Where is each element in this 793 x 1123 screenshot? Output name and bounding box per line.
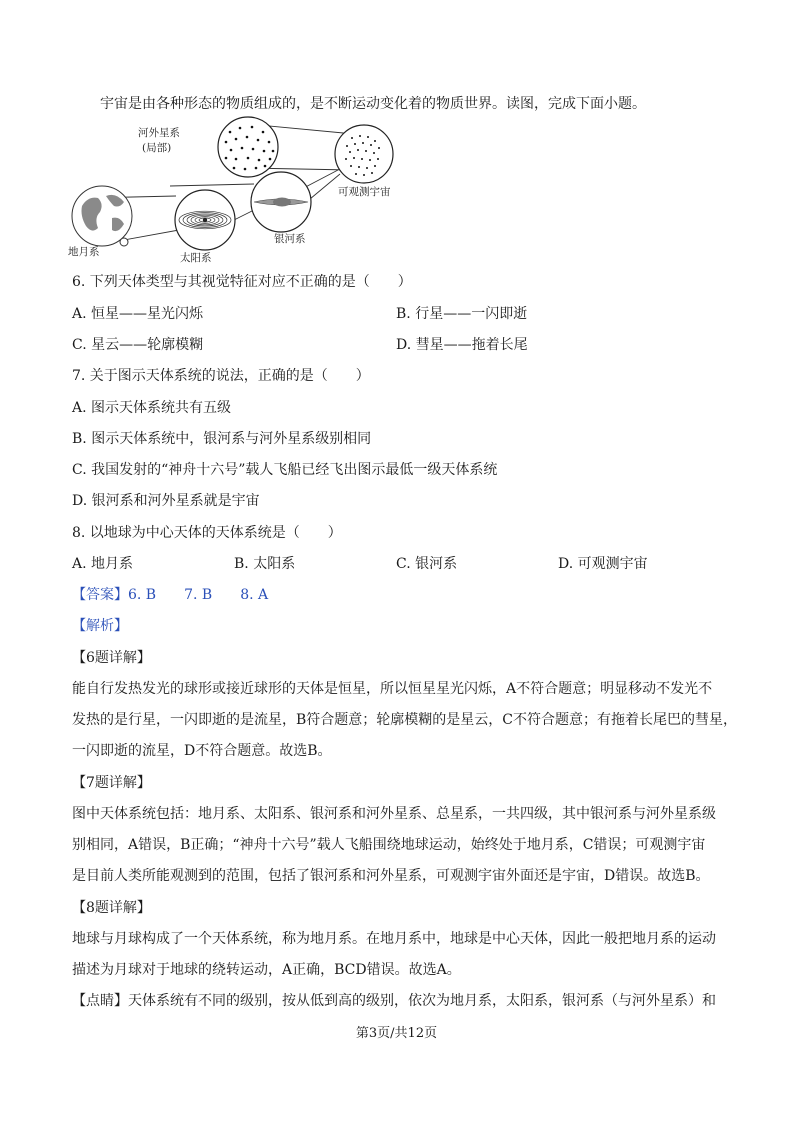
q7-stem: 7. 关于图示天体系统的说法，正确的是（ ） (72, 368, 370, 384)
q8-option-d: D. 可观测宇宙 (558, 556, 648, 572)
q6-option-d: D. 彗星——拖着长尾 (396, 337, 528, 353)
q7-option-d: D. 银河系和河外星系就是宇宙 (72, 493, 260, 509)
q8-option-b: B. 太阳系 (234, 556, 296, 572)
intro-text: 宇宙是由各种形态的物质组成的，是不断运动变化着的物质世界。读图，完成下面小题。 (100, 96, 646, 112)
analysis-label: 【解析】 (72, 618, 128, 634)
observable-universe-circle (335, 125, 393, 183)
d6-line-2: 发热的是行星，一闪即逝的是流星，B符合题意；轮廓模糊的是星云，C不符合题意；有拖着长尾巴的彗星， (72, 712, 737, 728)
answer-line (72, 585, 268, 605)
d8-title: 【8题详解】 (72, 900, 151, 916)
label-extragalactic: 河外星系 (138, 127, 180, 139)
d6-line-3: 一闪即逝的流星，D不符合题意。故选B。 (72, 743, 332, 759)
d7-line-1: 图中天体系统包括：地月系、太阳系、银河系和河外星系、总星系，一共四级，其中银河系与河外星系级 (72, 806, 716, 822)
solar-system-circle (175, 190, 235, 250)
answer-label: 【答案】 (72, 587, 128, 603)
page-footer: 第3页/共12页 (355, 1026, 438, 1041)
q8-stem: 8. 以地球为中心天体的天体系统是（ ） (72, 525, 342, 541)
q8-option-a: A. 地月系 (72, 556, 134, 572)
d7-title: 【7题详解】 (72, 775, 151, 791)
q6-option-c: C. 星云——轮廓模糊 (72, 337, 204, 353)
q7-option-a: A. 图示天体系统共有五级 (72, 400, 232, 416)
tip-label: 【点睛】 (72, 993, 128, 1009)
q6-option-b: B. 行星——一闪即逝 (396, 306, 528, 322)
q8-option-c: C. 银河系 (396, 556, 458, 572)
d6-title: 【6题详解】 (72, 650, 151, 666)
celestial-system-diagram (68, 118, 391, 266)
label-earth-moon: 地月系 (68, 246, 100, 258)
earth-globe-icon (72, 186, 132, 246)
label-solar-system: 太阳系 (180, 252, 212, 264)
answer-value: 6. B 7. B 8. A (128, 587, 269, 603)
d6-line-1: 能自行发热发光的球形或接近球形的天体是恒星，所以恒星星光闪烁，A不符合题意；明显移动不发光不 (72, 681, 713, 697)
q6-option-a: A. 恒星——星光闪烁 (72, 306, 204, 322)
label-milky-way: 银河系 (274, 233, 306, 245)
tip-line (72, 991, 716, 1011)
d8-line-1: 地球与月球构成了一个天体系统，称为地月系。在地月系中，地球是中心天体，因此一般把地月系的运动 (72, 931, 716, 947)
milky-way-circle (251, 172, 311, 232)
d7-line-2: 别相同，A错误，B正确；“神舟十六号”载人飞船围绕地球运动，始终处于地月系，C错误；可观测宇宙 (72, 837, 706, 853)
q6-stem: 6. 下列天体类型与其视觉特征对应不正确的是（ ） (72, 274, 412, 290)
extragalactic-circle (218, 117, 278, 177)
label-extragalactic-sub: (局部) (142, 142, 172, 154)
q7-option-c: C. 我国发射的“神舟十六号”载人飞船已经飞出图示最低一级天体系统 (72, 462, 498, 478)
d8-line-2: 描述为月球对于地球的绕转运动，A正确，BCD错误。故选A。 (72, 962, 461, 978)
label-observable-universe: 可观测宇宙 (338, 186, 391, 198)
tip-text: 天体系统有不同的级别，按从低到高的级别，依次为地月系，太阳系，银河系（与河外星系）和 (128, 993, 716, 1009)
d7-line-3: 是目前人类所能观测到的范围，包括了银河系和河外星系，可观测宇宙外面还是宇宙，D错误。故选B。 (72, 868, 710, 884)
q7-option-b: B. 图示天体系统中，银河系与河外星系级别相同 (72, 431, 372, 447)
